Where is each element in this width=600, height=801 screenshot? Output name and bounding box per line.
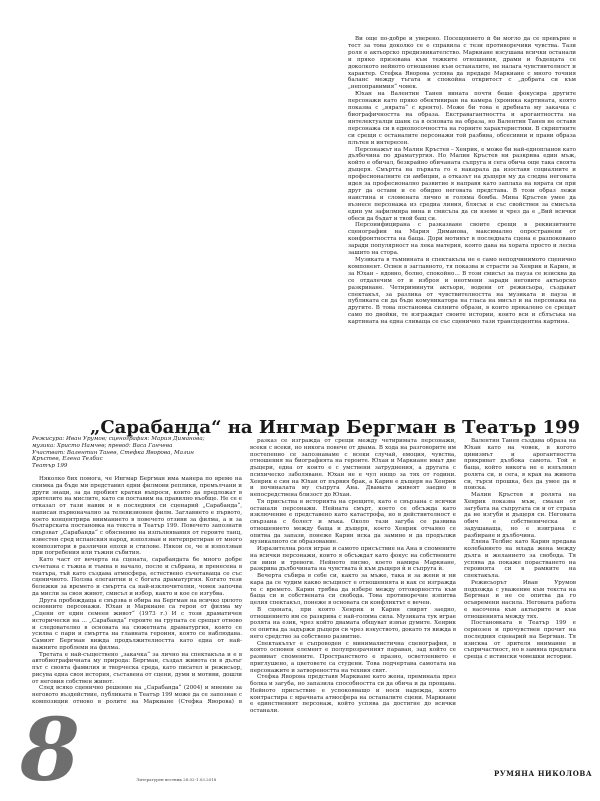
paragraph: Няколко бих помога, че Ингмар Бергман има манера по време на снимка да бъде ми представил едни филмови реплики, премълчани и други знаци, за да пробият кратки въпроси, които да предложат в зрителите на мислите, като си поставим на правилно въобще. Не се е отказал от тази навик и в последния си сценарий „Сарабанда“, написан първоначално за телевизионен филм. Заглавието е първото, което концентрира вниманието в повечето отзиви за филма, а и за българската постановка на текста в Театър 199. Повечето запознати свързват „Сарабанда“ с обяснение на изпълнявания от героите танц, известен сред испанския народ, използван и интерпретиран от много композитори в различни епохи и стилове. Някои се, че и използван при погребения или тъжни събития.: [32, 476, 242, 557]
article-column-3: [464, 438, 576, 764]
paragraph: Музиката в тъмнината и спектакъла не е само неподчинимото сценично компонент. Освен в заглавното, тя показва и страсти за Хенрик и Карин, и за Юхан – ядовно, болно, спокойно… В този смисъл за пауза се изисква да се отдалечим от и изброя и неотмени заради неговите актьорско разкриване. Четириминути актьори, водени от режисьора, създават спектакъл, за разлика от чувствителността на музиката и пауза и публиката си да бъде комуникатора на гласа на мисъл и на персонажа на другите. В това постановка силните образи, в които прекалено се срещат само по двойки, те изграждат своите истории, които вси и сблъсъка на картината на една сливаща се със сценично тази трансцедентна картина.: [348, 257, 576, 326]
article-column-1: [32, 476, 242, 706]
credit-line: Кръстев, Елена Телбис: [32, 456, 103, 463]
paragraph: Постановката в Театър 199 е сериозен и прочувствен прочит на последния сценарий на Бергман. Тя изисква от зрителя внимание и съпричастност, но в замяна предлага среща с истински човешки истории.: [464, 620, 576, 660]
paragraph: Спектакълът е съпроводен с минималистична сценография, в която основен елемент е полупрозрачният параван, зад който се развиват спомените. Пространството е празно, осветлението е приглушено, а цветовете са студени. Това подчертава самотата на персонажите и затвореността на техния свят.: [250, 640, 456, 674]
paragraph: Режисьорът Иван Урумов подхожда с уважение към текста на Бергман и не се опитва да го осъвремени насила. Неговата работа е насочена към актьорите и към отношенията между тях.: [464, 579, 576, 620]
paragraph: разказ се изгражда от срещи между четиримата персонажи, всеки с всеки, но никога повече от двама. В хода на разговорите им постепенно се запознаваме с всеки случай, емоция, чувства, отношения на биографията на героите. Юхан и Маркиане имат две дъщери, една от които е с умствени затруднения, а другата с психическо заболяване. Юхан не е чул нищо за тях от години. Хенрик е син на Юхан от първия брак, а Карин е дъщеря на Хенрик и починалата му съпруга Ана. Двамата живеят заедно в непосредствена близост до Юхан.: [250, 438, 456, 498]
paragraph: Юхан на Валентин Танев вината почти беше фокусира другите персонажи като пряко обективиран на камера (хроника картината, която показва с „вярата“ с кренто). Може би това е дребната му закачка с биографичността на образа. Екстравагантността и арогантността на интелектуалци шанк са в основата на образа, но Валентин Танев не оставя персонажа си в еднопосочността на горните характеристики. В скриптните си срещи с останалите персонажи той разбива, обсесивни и прави образа плътен и интересен.: [348, 91, 576, 146]
credit-line: музика: Христо Намчев; превод: Васа Ганчева: [32, 442, 173, 449]
paragraph: Ви още по-добре и уверено. Посещението ѝ би могло да се превърне в тест за това доколко се е справила с тези противоречиви чувства. Тази роля е актьорско предизвикателство. Маркиане изсушава всички останали и пряко призовава към тежките отношения, драми и бъдещата се доколкото нейното отношение към останалите, не налага чувствителност и характер. Стефка Яворова успява да предаде Маркиане с много точния баланс между тъгата и спокойна откритост с „добрата си към „непоправимия“ човек.: [348, 36, 576, 91]
paragraph: Елена Телбис като Карин предава колебанието на млада жена между дълга и желанието за свобода. Тя успява да покаже порастването на героинята си в рамките на спектакъла.: [464, 539, 576, 579]
paragraph: В сцената, при която Хенрик и Карин свирят заедно, отношението им се разкрива с най-голяма сила. Музиката тук играе ролята на език, чрез който двамата общуват извън думите. Хенрик се опитва да задържи дъщеря си чрез изкуството, докато тя вижда в него средство за собствено развитие.: [250, 606, 456, 640]
footer-note: Литературен вестник 28.02-1.03.2018: [136, 777, 217, 782]
paragraph: Третата е най-съществено „закачка“ за лично на спектакъла и е в автобиографичната му природа: Бергман, създал живота си в дълъг път с своята фамилия и творческа среда, като писател и режисьор, рисува една своя история, съставена от сцени, думи и мотиви, дошли от неговия собствен живот.: [32, 651, 242, 685]
paragraph: Валентин Танев създава образа на Юхан като на човек, в когото цинизмът и арогантността прикриват дълбока самота. Той е баща, който никога не е изпълнил ролята си, и сега, в края на живота си, търси прошка, без да умее да я поиска.: [464, 438, 576, 492]
paragraph: Като част от вечерта на сцената, сарабандата бе много добре съчетана с тъжна и тъмна в начало, после и събрана, и пренесена в театъра, тъй като създава атмосфера, естествено съчетаваща се със сценичното. Ползва елегантни и с богата драматургия. Когато тези бележки за времето и смъртта са най-изключителни, човек започва да мисли за своя живот, смисъл и избор, както и кое се изгубва.: [32, 557, 242, 597]
production-credits: [32, 436, 242, 470]
credit-line: Режисура: Иван Урумов; сценография: Мария Диманова;: [32, 436, 205, 442]
paragraph: След всяко сценично решение на „Сарабанда“ (2004) и мнение за неговото въздействие, публиката в Театър 199 може да се запознае с композиции отново в ролите на Маркиане (Стефка Яворова) в: [32, 685, 242, 705]
page-number: 8: [20, 700, 80, 801]
previous-article-column: [348, 36, 576, 354]
paragraph: Персонифицирана с разказване своите срещи в реквизитните сценографии на Мария Диманова, максимално опространени от конфронтността на баща. Дори мотивът в последната сцена е разпоковано заради популярност на лека материя, която дава на хората просто и лесна зашито на стора.: [348, 222, 576, 257]
paragraph: Малин Кръстев в ролята на Хенрик показва мъж, смазан от загубата на съпругата си и от страха да не изгуби и дъщеря си. Неговата обич е собственическа и задушаваща, но е изиграна с разбиране и дълбочина.: [464, 492, 576, 539]
article-title: „Сарабанда“ на Ингмар Бергман в Театър 199: [90, 417, 581, 439]
paragraph: Вечерта събира в себе си, както за мъже, така и за жени и ни кара да се чудим какво всъщност е отношенията и как се изгражда те с времето. Карин трябва да избере между отговорността към баща си и собствената си свобода. Това противоречие изпитва целия спектакъл, понеже в основата си конфликтът е вечен.: [250, 573, 456, 606]
credit-line: Театър 199: [32, 463, 68, 470]
paragraph: Тя присъства в историята на срещите, като е свързана с всички останали персонажи. Нейната смърт, което се обсъжда като изключение е представено като катастрофа, но в действителност е свързана с болест и мъка. Около тази загуба се развива отношението между баща и дъщеря, което Хенрик отчаяно се опитва да запази, понеже Карин иска да замине и да продължи музикалното си образование.: [250, 498, 456, 546]
paragraph: Изразителна роля играе и самото присъствие на Ана в спомените на всички персонажи, които я обсъждат като фокус на собствените си вини и тревоги. Нейното писмо, което намира Маркиане, разкрива дълбочината на чувствата ѝ към дъщеря ѝ и съпруга ѝ.: [250, 546, 456, 573]
paragraph: Стефка Яворова представя Маркиане като жена, преминала през болка и загуба, но запазила способността си да обича и да прощава. Нейното присъствие е успокояващо и носи надежда, която контрастира с мрачната атмосфера на останалите сцени. Маркиане е единственият персонаж, който успява да достигне до всички останали.: [250, 674, 456, 714]
paragraph: Друга пробождаща е свързва в обира на Бергман на всичко цялото основните персонажи. Юхан и Маркиане са герои от филма му „Сцени от един семеен живот“ (1973 г.) И с този драматичен исторически на ... „Сарабанда“ героите на групата се срещат отново и следователно в основата на сюжетната драматургия, която се усилва с пари и смъртта на главната героиня, която се наблюдава. Самият Бергман вижда продължителността като една от най-важните проблеми на филма.: [32, 597, 242, 651]
author-name: РУМЯНА НИКОЛОВА: [494, 769, 593, 778]
article-column-2: [250, 438, 456, 780]
paragraph: Персонажът на Малин Кръстев – Хенрик, е може би най-еднопланов като дълбочина по драматургия. Но Малин Кръстев ни разкрива един мъж, който е обичал, безкрайно обичаната съпруга и сега обича още така своята дъщеря. Смъртта на първата го е накарала да изоставя социалните и професионалните си амбиции, а отказът на дъщеря му да следва неговата идея за професионално развитие я направя като заплаха на вярата си при друг да остави и се обидно неговата представа. В този образ лежи наистина и сломената лично и голяма бомба. Мина Кръстев умее да възнесе персонажа из средна линия, блясък и със свойствен за смисъла един ум зафилмира вина и смисъла да си вземе и чрез да е „Вий всички обеси да бъдат и твой бащ си.: [348, 146, 576, 222]
credit-line: Участват: Валентин Танев, Стефка Яворова, Малин: [32, 449, 194, 456]
